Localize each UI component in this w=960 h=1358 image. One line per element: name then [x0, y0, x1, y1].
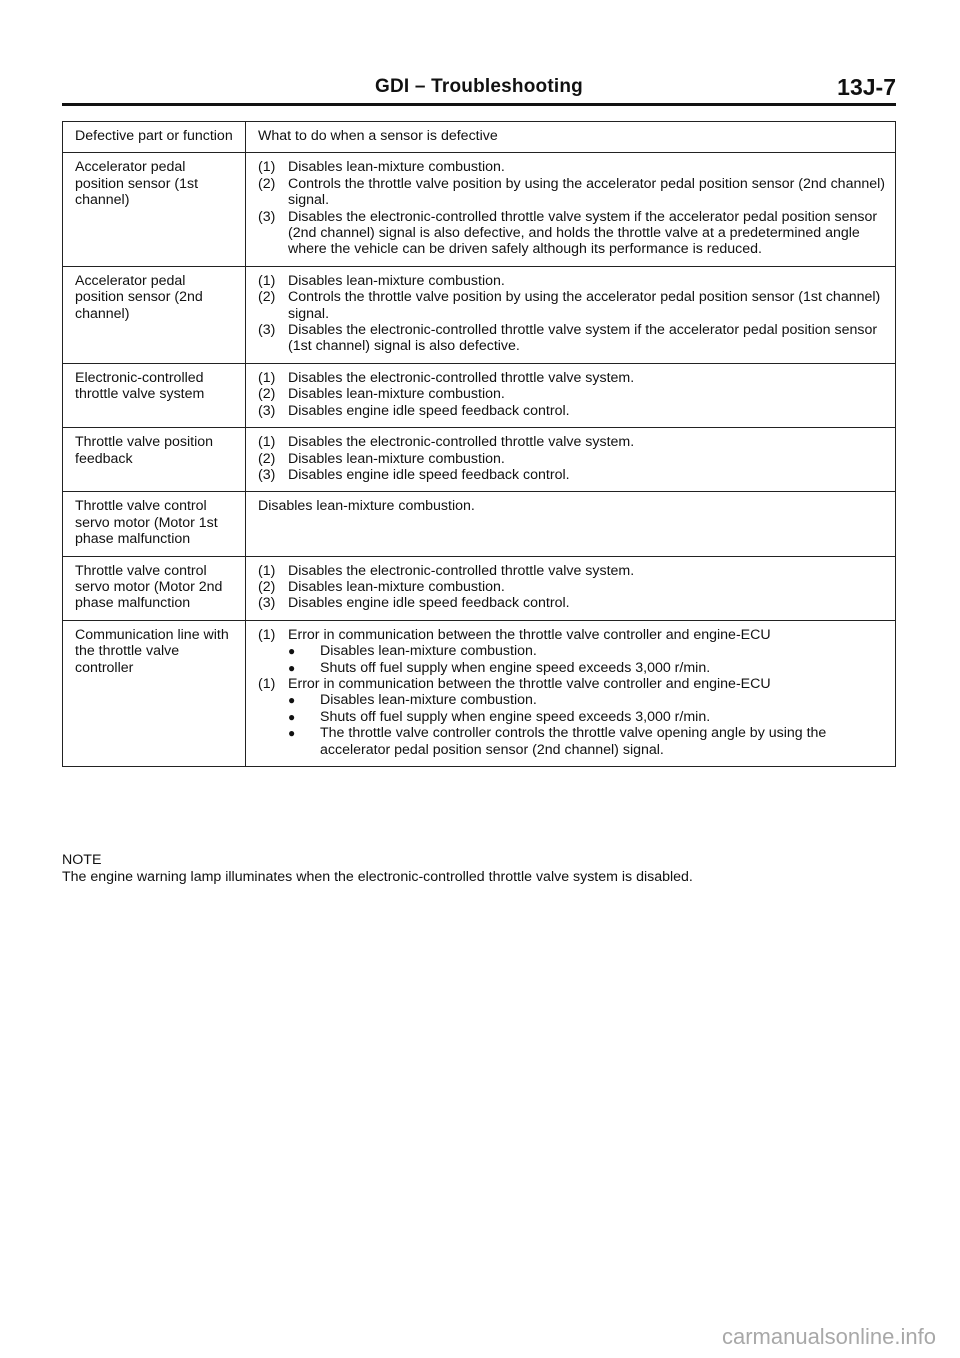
action-item — [258, 467, 885, 483]
action-item — [258, 434, 885, 450]
bullet-icon: ● — [288, 644, 296, 659]
defective-part-cell: Communication line with the throttle valve controller — [63, 620, 246, 766]
header-cell-part: Defective part or function — [63, 122, 246, 153]
action-item — [258, 159, 885, 175]
action-item — [258, 322, 885, 355]
bullet-text: Shuts off fuel supply when engine speed exceeds 3,000 r/min. — [320, 708, 711, 725]
bullet-text: Disables lean-mixture combustion. — [320, 692, 537, 709]
note-text: The engine warning lamp illuminates when the electronic-controlled throttle valve system is disabled. — [62, 869, 693, 885]
action-cell — [246, 556, 896, 620]
action-cell — [246, 363, 896, 427]
action-item — [258, 273, 885, 289]
note-block — [62, 852, 896, 886]
action-item — [258, 289, 885, 322]
watermark: carmanualsonline.info — [721, 1324, 936, 1349]
item-number: (3) — [258, 466, 276, 483]
action-cell — [246, 266, 896, 363]
action-item — [258, 595, 885, 611]
item-number: (2) — [258, 578, 276, 595]
item-text: Disables the electronic-controlled throttle valve system. — [288, 562, 635, 579]
item-text: Disables lean-mixture combustion. — [288, 159, 505, 176]
item-number: (2) — [258, 175, 276, 192]
item-number: (3) — [258, 402, 276, 419]
action-item — [258, 176, 885, 209]
action-item — [258, 370, 885, 386]
page-title: GDI – Troubleshooting — [375, 76, 583, 97]
item-number: (2) — [258, 386, 276, 403]
bullet-icon: ● — [288, 660, 296, 675]
item-text: Disables lean-mixture combustion. — [288, 272, 505, 289]
defective-part-cell: Accelerator pedal position sensor (2nd channel) — [63, 266, 246, 363]
item-text: Disables lean-mixture combustion. — [258, 498, 475, 515]
action-item — [258, 451, 885, 467]
item-number: (1) — [258, 626, 276, 643]
action-item — [258, 498, 885, 514]
defective-part-cell: Throttle valve control servo motor (Motor 1st phase malfunction — [63, 492, 246, 556]
bullet-item — [258, 709, 885, 725]
header-divider — [62, 103, 896, 106]
table-row — [63, 556, 896, 620]
bullet-item — [258, 660, 885, 676]
troubleshooting-table — [62, 121, 896, 767]
item-number: (2) — [258, 450, 276, 467]
action-item — [258, 209, 885, 258]
table-header-row — [63, 122, 896, 153]
table-row — [63, 153, 896, 266]
item-text: Disables lean-mixture combustion. — [288, 386, 505, 403]
defective-part-cell: Accelerator pedal position sensor (1st channel) — [63, 153, 246, 266]
item-number: (1) — [258, 369, 276, 386]
bullet-text: The throttle valve controller controls the throttle valve opening angle by using the accelerator pedal position sensor (2nd channel) signal. — [320, 725, 827, 758]
item-text: Disables engine idle speed feedback control. — [288, 402, 570, 419]
bullet-item — [258, 725, 885, 758]
action-cell — [246, 620, 896, 766]
item-text: Controls the throttle valve position by using the accelerator pedal position sensor (1st channel) signal. — [288, 289, 881, 322]
note-label: NOTE — [62, 852, 102, 868]
item-number: (1) — [258, 272, 276, 289]
action-item — [258, 386, 885, 402]
item-number: (3) — [258, 322, 276, 339]
table-row — [63, 620, 896, 766]
bullet-item — [258, 643, 885, 659]
defective-part-cell: Throttle valve control servo motor (Motor 2nd phase malfunction — [63, 556, 246, 620]
item-number: (1) — [258, 562, 276, 579]
action-cell — [246, 428, 896, 492]
table-row — [63, 363, 896, 427]
bullet-text: Shuts off fuel supply when engine speed exceeds 3,000 r/min. — [320, 659, 711, 676]
action-cell — [246, 492, 896, 556]
action-cell — [246, 153, 896, 266]
item-text: Error in communication between the throttle valve controller and engine-ECU — [288, 626, 771, 643]
item-text: Disables the electronic-controlled throttle valve system. — [288, 434, 635, 451]
action-item — [258, 563, 885, 579]
item-text: Disables the electronic-controlled throttle valve system. — [288, 369, 635, 386]
bullet-item — [258, 692, 885, 708]
item-text: Disables engine idle speed feedback control. — [288, 466, 570, 483]
defective-part-cell: Throttle valve position feedback — [63, 428, 246, 492]
page-number: 13J-7 — [837, 74, 896, 100]
action-item — [258, 627, 885, 643]
item-number: (3) — [258, 208, 276, 225]
table-row — [63, 266, 896, 363]
item-text: Disables lean-mixture combustion. — [288, 450, 505, 467]
bullet-text: Disables lean-mixture combustion. — [320, 643, 537, 660]
table-row — [63, 492, 896, 556]
bullet-icon: ● — [288, 726, 296, 741]
defective-part-cell: Electronic-controlled throttle valve system — [63, 363, 246, 427]
action-item — [258, 676, 885, 692]
item-number: (1) — [258, 159, 276, 176]
item-number: (2) — [258, 289, 276, 306]
header-cell-action: What to do when a sensor is defective — [246, 122, 896, 153]
item-text: Disables engine idle speed feedback control. — [288, 595, 570, 612]
action-item — [258, 403, 885, 419]
item-text: Disables the electronic-controlled throttle valve system if the accelerator pedal position sensor (2nd channel) signal is also defective, and holds the throttle valve at a predetermined angle where the vehicle can be driven safely although its performance is reduced. — [288, 208, 878, 258]
bullet-icon: ● — [288, 709, 296, 724]
item-text: Disables lean-mixture combustion. — [288, 578, 505, 595]
item-text: Error in communication between the throttle valve controller and engine-ECU — [288, 675, 771, 692]
item-number: (1) — [258, 675, 276, 692]
page-header — [62, 74, 896, 102]
bullet-icon: ● — [288, 693, 296, 708]
item-number: (3) — [258, 595, 276, 612]
item-number: (1) — [258, 434, 276, 451]
item-text: Disables the electronic-controlled throttle valve system if the accelerator pedal position sensor (1st channel) signal is also defective. — [288, 322, 878, 355]
item-text: Controls the throttle valve position by using the accelerator pedal position sensor (2nd channel) signal. — [288, 175, 886, 209]
action-item — [258, 579, 885, 595]
table-row — [63, 428, 896, 492]
